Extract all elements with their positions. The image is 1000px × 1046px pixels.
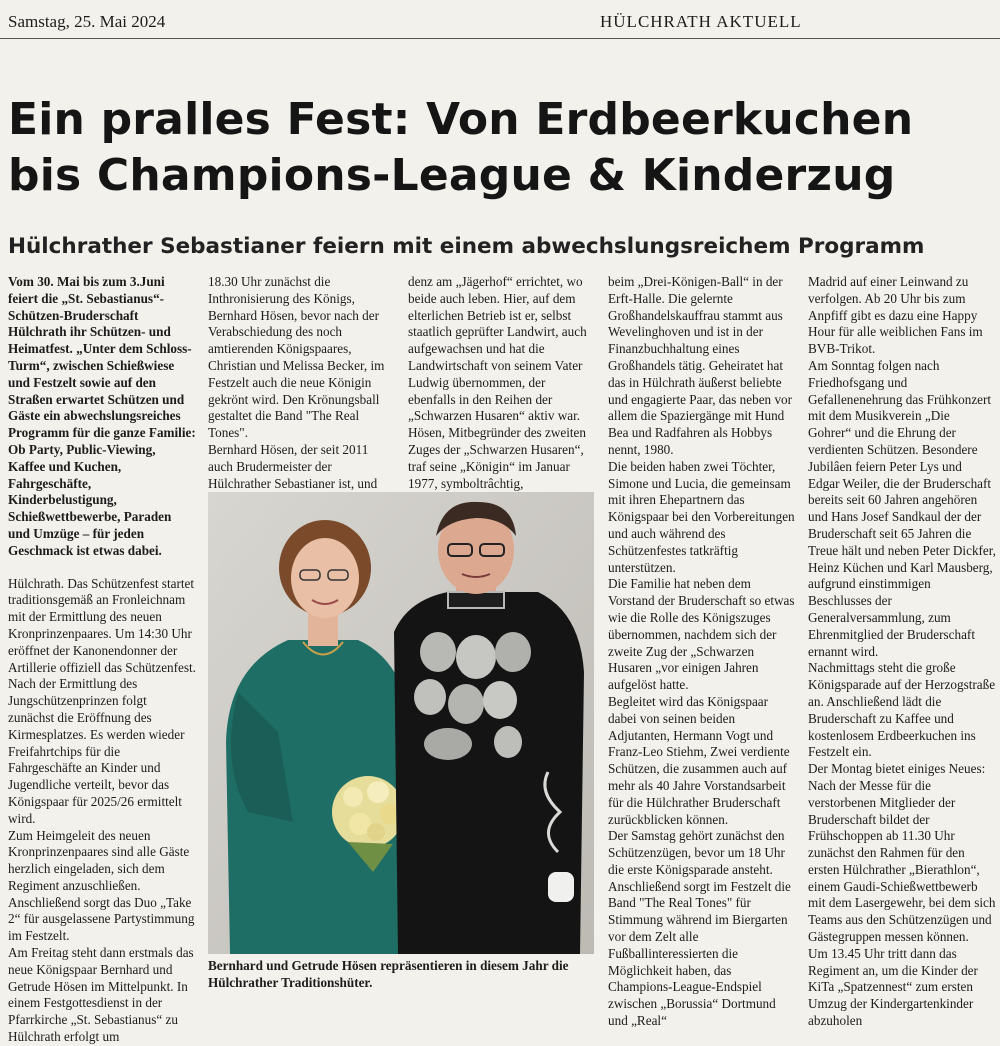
article-lead: Vom 30. Mai bis zum 3.Juni feiert die „St. Sebastianus“-Schützen-Bruderschaft Hülchrath ihr Schützen- und Heimatfest. „Unter dem Schloss-Turm“, zwischen Schießwiese und Festzelt sowie auf den Straßen erwartet Schützen und Gäste ein abwechslungsreiches Programm für die ganze Familie: Ob Party, Public-Viewing, Kaffee und Kuchen, Fahrgeschäfte, Kinderbelustigung, Schießwettbewerbe, Paraden und Umzüge – für jeden Geschmack ist etwas dabei. [8, 274, 196, 558]
paragraph: Die Familie hat neben dem Vorstand der Bruderschaft so etwas wie die Rolle des Königszuges übernommen, nachdem sich der zweite Zug der „Schwarzen Husaren „vor einigen Jahren aufgelöst hatte. [608, 576, 795, 693]
text-column-4 [608, 274, 796, 1029]
paragraph: Bernhard Hösen, der seit 2011 auch Brudermeister der Hülchrather Sebastianer ist, und [208, 441, 378, 491]
paragraph: denz am „Jägerhof“ errichtet, wo beide auch leben. Hier, auf dem elterlichen Betrieb ist er, selbst staatlich geprüfter Landwirt, auch aufgewachsen und hat die Landwirtschaft von seinem Vater Ludwig übernommen, der ebenfalls in den Reihen der „Schwarzen Husaren“ aktiv war. [408, 274, 587, 424]
paragraph: Um 13.45 Uhr tritt dann das Regiment an, um die Kinder der KiTa „Spatzennest“ zum ersten Umzug der Kindergartenkinder abzuholen [808, 945, 978, 1029]
paragraph: Hülchrath. Das Schützenfest startet traditionsgemäß an Fronleichnam mit der Ermittlung des neuen Kronprinzenpaares. Um 14:30 Uhr eröffnet der Kanonendonner der Artillerie offiziell das Schützenfest. Nach der Ermittlung des Jungschützenprinzen folgt zunächst die Eröffnung des Kirmesplatzes. Es werden wieder Freifahrtchips für die Fahrgeschäfte an Kinder und Jugendliche verteilt, bevor das Königspaar für 2025/26 ermittelt wird. [8, 575, 196, 826]
paragraph: Madrid auf einer Leinwand zu verfolgen. Ab 20 Uhr bis zum Anpfiff gibt es dazu eine Happy Hour für alle weiblichen Fans im BVB-Trikot. [808, 274, 983, 357]
photo-illustration [208, 492, 594, 954]
issue-date: Samstag, 25. Mai 2024 [8, 12, 166, 31]
paragraph: Am Freitag steht dann erstmals das neue Königspaar Bernhard und Getrude Hösen im Mittelpunkt. In einem Festgottesdienst in der Pfarrkirche „St. Sebastianus“ zu Hülchrath erfolgt um [8, 945, 194, 1045]
article-headline [8, 92, 998, 204]
text-column-5 [808, 274, 996, 1029]
paragraph: Nachmittags steht die große Königsparade auf der Herzogstraße an. Anschließend lädt die Bruderschaft zu Kaffee und kostenlosem Erdbeerkuchen ins Festzelt ein. [808, 660, 996, 760]
paragraph: Der Montag bietet einiges Neues: Nach der Messe für die verstorbenen Mitglieder der Bruderschaft bildet der Frühschoppen ab 11.30 Uhr zunächst den Rahmen für den ersten Hülchrather „Bierathlon“, einem Gaudi-Schießwettbewerb mit dem Lasergewehr, bei dem sich Teams aus den Schützenzügen und Gästegruppen messen können. [808, 761, 996, 945]
paragraph: 18.30 Uhr zunächst die Inthronisierung des Königs, Bernhard Hösen, bevor nach der Verabschiedung des noch amtierenden Königspaares, Christian und Melissa Becker, im Festzelt auch die neue Königin gekrönt wird. Den Krönungsball gestaltet die Band "The Real Tones". [208, 274, 385, 441]
section-name: HÜLCHRATH AKTUELL [600, 12, 802, 31]
paragraph: Begleitet wird das Königspaar dabei von seinen beiden Adjutanten, Hermann Vogt und Franz-Leo Stiehm, Zwei verdiente Schützen, die zusammen auch auf mehr als 40 Jahre Vorstandsarbeit für die Hülchrather Bruderschaft zurückblicken können. [608, 693, 790, 827]
king-couple-photo [208, 492, 594, 954]
page-header [0, 0, 1000, 39]
text-column-3 [408, 274, 594, 491]
photo-caption: Bernhard und Getrude Hösen repräsentieren in diesem Jahr die Hülchrather Traditionshüter. [208, 958, 569, 990]
headline-line-2: bis Champions-League & Kinderzug [8, 150, 896, 201]
paragraph: Die beiden haben zwei Töchter, Simone und Lucia, die gemeinsam mit ihren Ehepartnern das Königspaar bei den Vorbereitungen und auch während des Schützenfestes tatkräftig unterstützen. [608, 458, 795, 575]
headline-line-1: Ein pralles Fest: Von Erdbeerkuchen [8, 94, 914, 145]
paragraph: Zum Heimgeleit des neuen Kronprinzenpaares sind alle Gäste herzlich eingeladen, sich dem Regiment anzuschließen. Anschließend sorgt das Duo „Take 2“ für ausgelassene Partystimmung im Festzelt. [8, 827, 195, 944]
paragraph: Der Samstag gehört zunächst den Schützenzügen, bevor um 18 Uhr die erste Königsparade ansteht. Anschließend sorgt im Festzelt die Band "The Real Tones" für Stimmung während im Biergarten vor dem Zelt alle Fußballinteressierten die Möglichkeit haben, das Champions-League-Endspiel zwischen „Borussia“ Dortmund und „Real“ [608, 828, 791, 1029]
paragraph: Am Sonntag folgen nach Friedhofsgang und Gefallenenehrung das Frühkonzert mit dem Musikverein „Die Gohrer“ und die Ehrung der verdienten Schützen. Besondere Jubilâen feiern Peter Lys und Edgar Weiler, die der Bruderschaft bereits seit 60 Jahren angehören und Hans Josef Sandkaul der der Bruderschaft seit 65 Jahren die Treue hält und neben Peter Dickfer, Heinz Küchen und Karl Mausberg, aufgrund einstimmigen Beschlusses der Generalversammlung, zum Ehrenmitglied der Bruderschaft ernannt wird. [808, 357, 996, 659]
text-column-1 [8, 274, 196, 1045]
article-subheadline: Hülchrather Sebastianer feiern mit einem abwechslungsreichem Programm [8, 234, 925, 259]
paragraph: Hösen, Mitbegründer des zweiten Zuges der „Schwarzen Husaren“, traf seine „Königin“ im Januar 1977, symboltrâchtig, [408, 425, 586, 491]
paragraph: beim „Drei-Königen-Ball“ in der Erft-Halle. Die gelernte Großhandelskauffrau stammt aus Wevelinghoven und ist in der Finanzbuchhaltung eines Großhandels tätig. Geheiratet hat das in Hülchrath äußerst beliebte und engagierte Paar, das neben vor allem die Spaziergänge mit Hund Bea und Radfahren als Hobbys nennt, 1980. [608, 274, 793, 457]
text-column-2 [208, 274, 394, 491]
